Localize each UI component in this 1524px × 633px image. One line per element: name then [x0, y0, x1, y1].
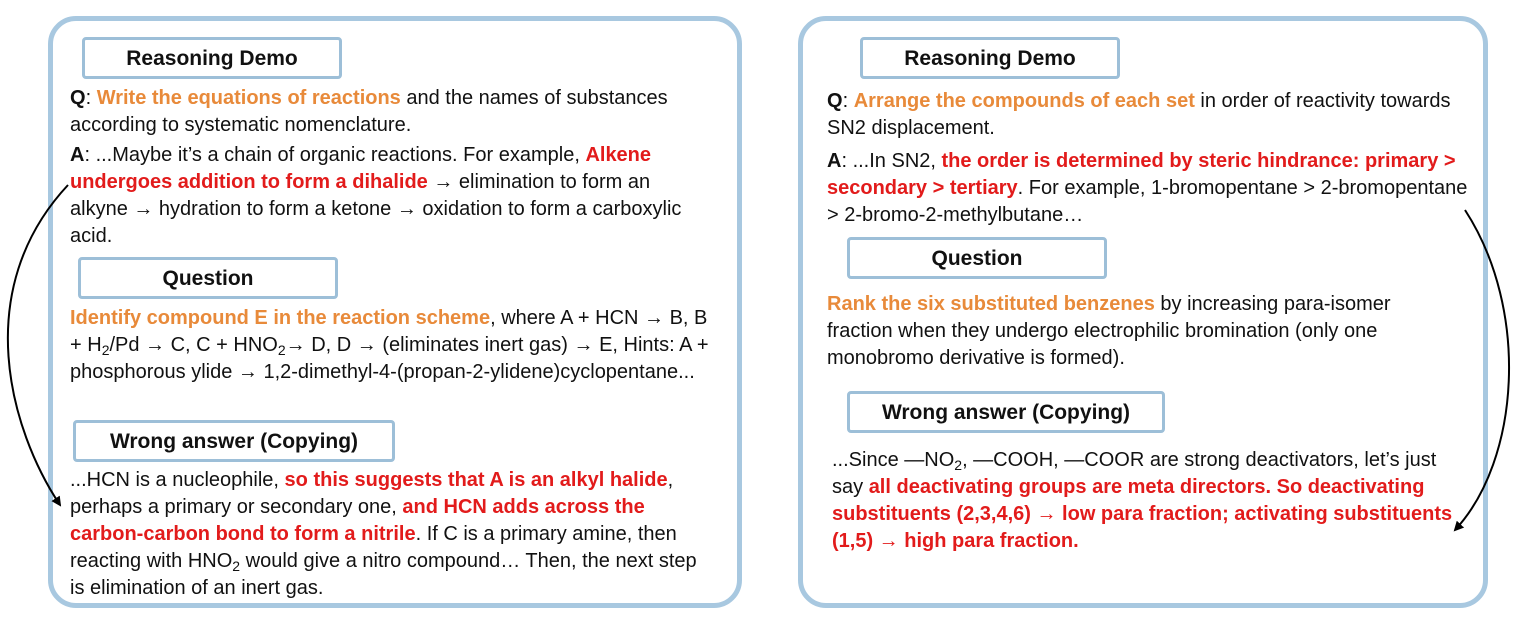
- left-wrong-answer-header: Wrong answer (Copying): [73, 420, 395, 462]
- right-wrong-answer-text: ...Since $—NO_2$, —COOH, —COOR are strong deactivators, let’s just say all deactivating groups are meta directors. So deactivating substituents (2,3,4,6) → low para fraction; activating substituents (1,5) → high para fraction.: [832, 449, 1453, 552]
- left-question-header: Question: [78, 257, 338, 299]
- left-copy-arrow: [8, 185, 68, 505]
- left-demo-question: Q: Write the equations of reactions and the names of substances according to systematic nomenclature.: [70, 87, 668, 136]
- left-wrong-answer-text: ...HCN is a nucleophile, so this suggests that A is an alkyl halide, perhaps a primary or secondary one, and HCN adds across the carbon-carbon bond to form a nitrile. If C is a primary amine, then reacting with $HNO_2$ would give a nitro compound… Then, the next step is elimination of an inert gas.: [70, 469, 697, 599]
- right-demo-question: Q: Arrange the compounds of each set in order of reactivity towards SN2 displacement.: [827, 90, 1451, 139]
- right-copy-arrow: [1455, 210, 1509, 530]
- right-demo-answer: A: ...In SN2, the order is determined by steric hindrance: primary > secondary > tertiary. For example, 1-bromopentane > 2-bromopentane > 2-bromo-2-methylbutane…: [827, 150, 1468, 226]
- right-reasoning-demo-header: Reasoning Demo: [860, 37, 1120, 79]
- right-wrong-answer-header: Wrong answer (Copying): [847, 391, 1165, 433]
- right-question-text: Rank the six substituted benzenes by increasing para-isomer fraction when they undergo electrophilic bromination (only one monobromo derivative is formed).: [827, 293, 1391, 369]
- left-demo-answer: A: ...Maybe it’s a chain of organic reactions. For example, Alkene undergoes addition to form a dihalide → elimination to form an alkyne → hydration to form a ketone → oxidation to form a carboxylic acid.: [70, 144, 682, 247]
- left-reasoning-demo-header: Reasoning Demo: [82, 37, 342, 79]
- right-question-header: Question: [847, 237, 1107, 279]
- left-question-text: Identify compound E in the reaction scheme, where A + HCN → B, $B + H_2/Pd \to C$, $C + HNO_2\to D$, D → (eliminates inert gas) → E, Hints: A + phosphorous ylide → 1,2-dimethyl-4-(propan-2-ylidene)cyclopentane...: [70, 307, 709, 383]
